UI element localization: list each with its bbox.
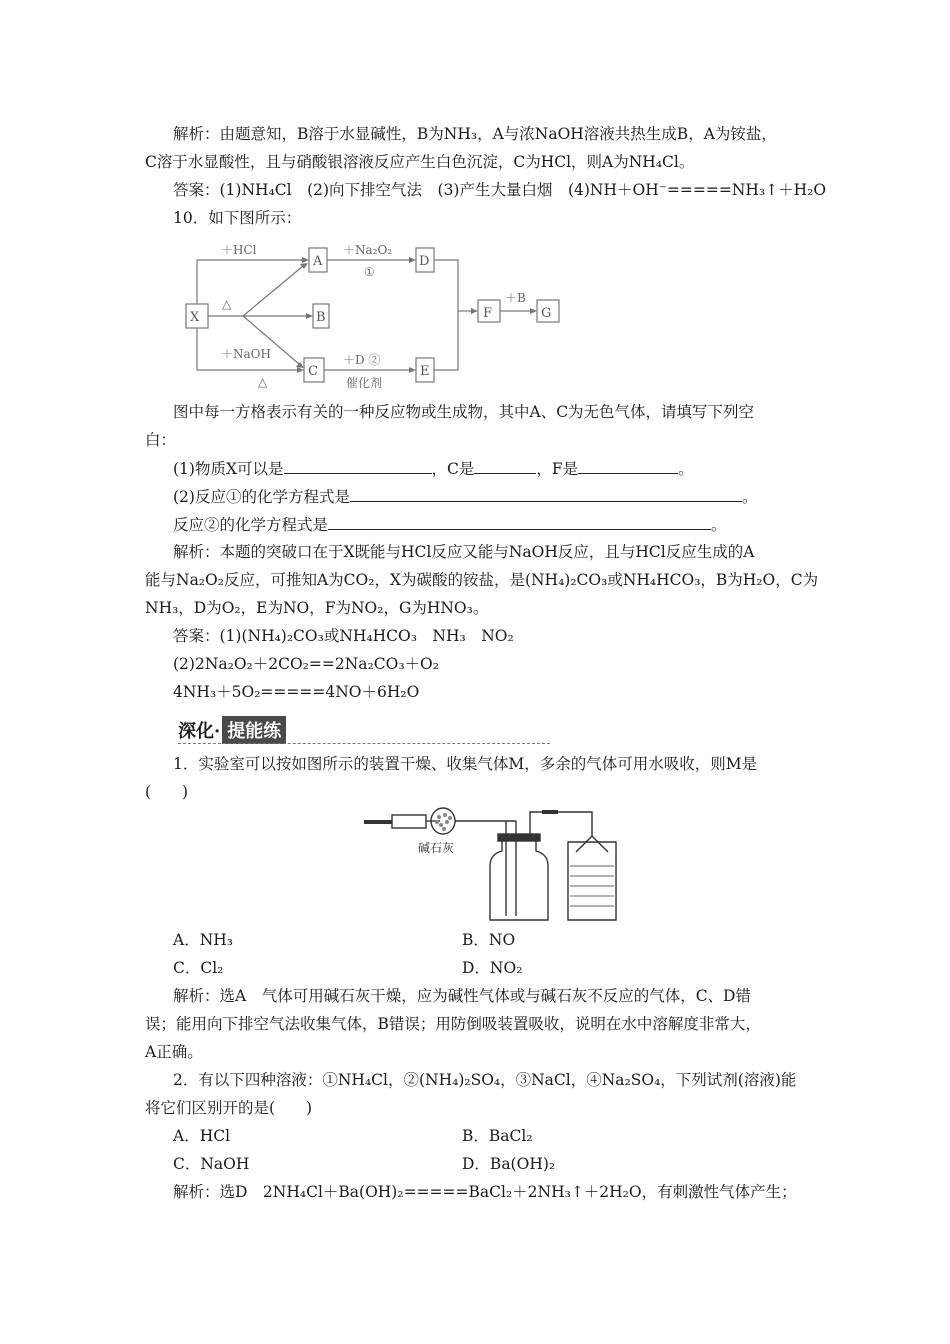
analysis-line: 解析：由题意知，B溶于水显碱性，B为NH₃，A与浓NaOH溶液共热生成B，A为铵盐，	[173, 125, 777, 143]
svg-text:B: B	[316, 310, 326, 325]
reaction-diagram	[183, 238, 573, 390]
section-divider	[178, 743, 550, 744]
answer-blank[interactable]	[284, 458, 432, 474]
svg-text:E: E	[420, 364, 430, 379]
svg-text:X: X	[190, 310, 200, 325]
label-b: ＋B	[505, 291, 526, 305]
answer-blank[interactable]	[350, 486, 742, 502]
question-stem: ( )	[145, 783, 189, 801]
analysis-line: 解析：选D 2NH₄Cl＋Ba(OH)₂=====BaCl₂＋2NH₃↑＋2H₂O，有刺激性气体产生；	[173, 1183, 797, 1201]
label-d2: ＋D ②	[343, 353, 381, 367]
option[interactable]: A．HCl	[173, 1127, 231, 1145]
question-desc: 白：	[145, 431, 177, 449]
analysis-line: 误；能用向下排空气法收集气体，B错误；用防倒吸装置吸收，说明在水中溶解度非常大，	[145, 1015, 761, 1033]
label-hcl: ＋HCl	[221, 243, 257, 257]
label-na2o2: ＋Na₂O₂	[343, 243, 393, 257]
question-title: 10．如下图所示：	[173, 209, 302, 227]
option[interactable]: D．Ba(OH)₂	[462, 1155, 556, 1173]
answer-line: 答案：(1)(NH₄)₂CO₃或NH₄HCO₃ NH₃ NO₂	[173, 627, 514, 645]
question-stem: 2．有以下四种溶液：①NH₄Cl，②(NH₄)₂SO₄，③NaCl，④Na₂SO₄，下列试剂(溶液)能	[173, 1071, 797, 1089]
option[interactable]: C．NaOH	[173, 1155, 250, 1173]
section-header: 深化· 提能练	[178, 716, 286, 742]
label-catalyst: 催化剂	[346, 376, 383, 390]
svg-text:G: G	[541, 306, 552, 321]
analysis-line: NH₃，D为O₂，E为NO，F为NO₂，G为HNO₃。	[145, 599, 489, 617]
answer-line: 4NH₃＋5O₂=====4NO＋6H₂O	[173, 683, 420, 701]
option[interactable]: B．NO	[462, 931, 516, 949]
delta-icon: △	[258, 375, 268, 389]
svg-text:A: A	[313, 254, 323, 269]
subquestion-3: 反应②的化学方程式是 。	[173, 516, 727, 534]
subquestion-1: (1)物质X可以是 ，C是 ，F是 。	[173, 460, 694, 478]
question-stem: 将它们区别开的是( )	[145, 1099, 313, 1117]
delta-icon: △	[222, 297, 232, 311]
option[interactable]: C．Cl₂	[173, 959, 224, 977]
label-naoh: ＋NaOH	[221, 347, 271, 361]
svg-text:C: C	[308, 364, 318, 379]
answer-line: 答案：(1)NH₄Cl (2)向下排空气法 (3)产生大量白烟 (4)NH＋OH⁻=====NH₃↑＋H₂O	[173, 181, 827, 199]
label-step1: ①	[364, 265, 375, 279]
answer-blank[interactable]	[578, 458, 678, 474]
question-desc: 图中每一方格表示有关的一种反应物或生成物，其中A、C为无色气体，请填写下列空	[173, 403, 755, 421]
option[interactable]: D．NO₂	[462, 959, 523, 977]
analysis-line: C溶于水显酸性，且与硝酸银溶液反应产生白色沉淀，C为HCl，则A为NH₄Cl。	[145, 153, 695, 171]
answer-blank[interactable]	[328, 514, 711, 530]
option[interactable]: A．NH₃	[173, 931, 233, 949]
svg-text:D: D	[419, 254, 430, 269]
answer-line: (2)2Na₂O₂＋2CO₂==2Na₂CO₃＋O₂	[173, 655, 439, 673]
apparatus-figure	[362, 806, 624, 926]
analysis-line: 能与Na₂O₂反应，可推知A为CO₂，X为碳酸的铵盐，是(NH₄)₂CO₃或NH₄HCO₃，B为H₂O，C为	[145, 571, 819, 589]
analysis-line: 解析：本题的突破口在于X既能与HCl反应又能与NaOH反应，且与HCl反应生成的A	[173, 543, 755, 561]
soda-lime-label: 碱石灰	[418, 841, 455, 855]
option[interactable]: B．BaCl₂	[462, 1127, 533, 1145]
svg-text:F: F	[483, 306, 493, 321]
subquestion-2: (2)反应①的化学方程式是 。	[173, 488, 758, 506]
analysis-line: A正确。	[145, 1043, 203, 1061]
analysis-line: 解析：选A 气体可用碱石灰干燥，应为碱性气体或与碱石灰不反应的气体，C、D错	[173, 987, 751, 1005]
question-stem: 1．实验室可以按如图所示的装置干燥、收集气体M，多余的气体可用水吸收，则M是	[173, 755, 758, 773]
answer-blank[interactable]	[474, 458, 536, 474]
